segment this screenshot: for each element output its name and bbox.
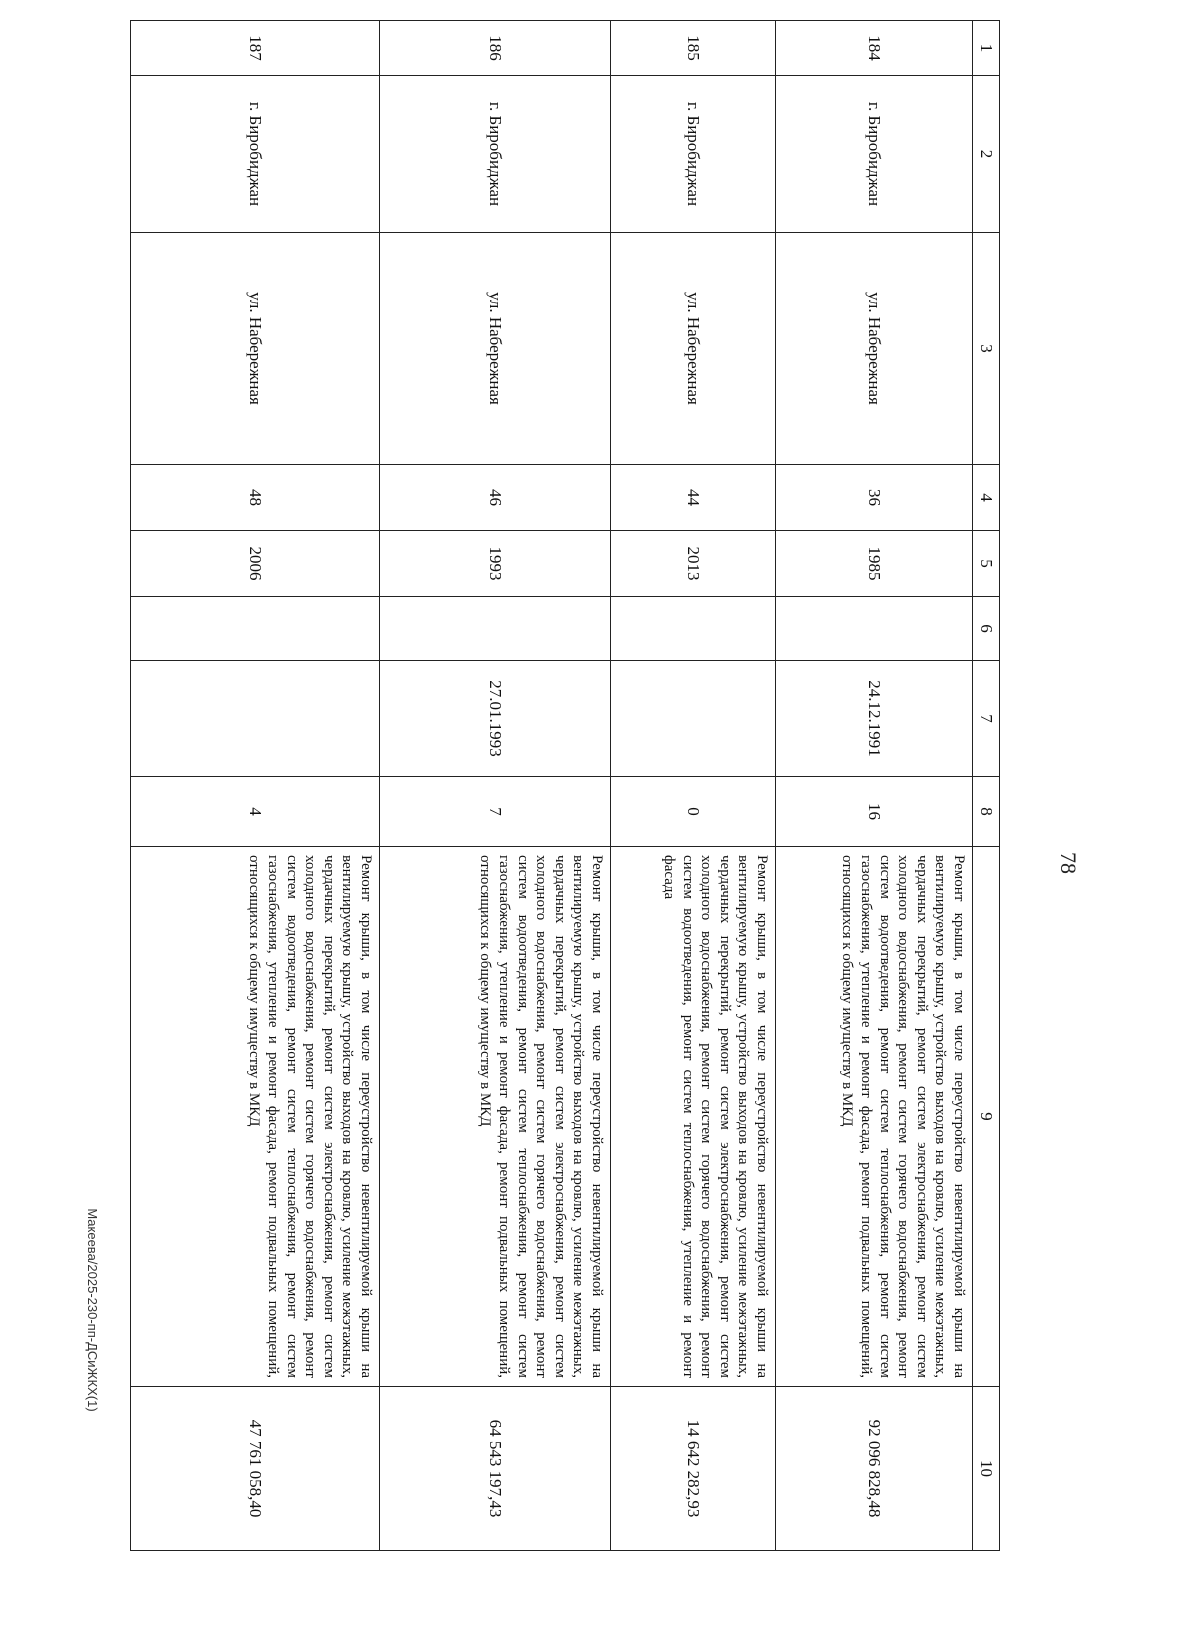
col6-cell	[611, 597, 776, 661]
column-header: 10	[973, 1387, 1000, 1551]
column-header: 2	[973, 76, 1000, 233]
table-row	[131, 21, 380, 1551]
cost-cell: 64 543 197,43	[380, 1387, 611, 1551]
table-row	[380, 21, 611, 1551]
column-header: 9	[973, 847, 1000, 1387]
count-cell: 4	[131, 777, 380, 847]
street-cell: ул. Набережная	[131, 233, 380, 465]
table-row	[611, 21, 776, 1551]
year-cell: 1993	[380, 531, 611, 597]
works-cell: Ремонт крыши, в том числе переустройство невентилируемой крыши на вентилируемую крышу, устройство выходов на кровлю, усиление межэтажных, чердачных перекрытий, ремонт систем электроснабжения, ремонт систем холодного водоснабжения, ремонт систем горячего водоснабжения, ремонт систем водоотведения, ремонт систем теплоснабжения, утепление и ремонт фасада	[611, 847, 776, 1387]
date-cell	[131, 661, 380, 777]
street-cell: ул. Набережная	[611, 233, 776, 465]
rotated-table-container	[130, 20, 1000, 1550]
date-cell: 24.12.1991	[776, 661, 973, 777]
page-number: 78	[1056, 852, 1081, 874]
works-cell: Ремонт крыши, в том числе переустройство невентилируемой крыши на вентилируемую крышу, устройство выходов на кровлю, усиление межэтажных, чердачных перекрытий, ремонт систем электроснабжения, ремонт систем холодного водоснабжения, ремонт систем горячего водоснабжения, ремонт систем водоотведения, ремонт систем теплоснабжения, ремонт систем газоснабжения, утепление и ремонт фасада, ремонт подвальных помещений, относящихся к общему имуществу в МКД	[131, 847, 380, 1387]
city-cell: г. Биробиджан	[380, 76, 611, 233]
col6-cell	[776, 597, 973, 661]
date-cell	[611, 661, 776, 777]
column-header: 1	[973, 21, 1000, 76]
date-cell: 27.01.1993	[380, 661, 611, 777]
works-cell: Ремонт крыши, в том числе переустройство невентилируемой крыши на вентилируемую крышу, устройство выходов на кровлю, усиление межэтажных, чердачных перекрытий, ремонт систем электроснабжения, ремонт систем холодного водоснабжения, ремонт систем горячего водоснабжения, ремонт систем водоотведения, ремонт систем теплоснабжения, ремонт систем газоснабжения, утепление и ремонт фасада, ремонт подвальных помещений, относящихся к общему имуществу в МКД	[380, 847, 611, 1387]
column-header: 4	[973, 465, 1000, 531]
count-cell: 16	[776, 777, 973, 847]
row-number: 184	[776, 21, 973, 76]
cost-cell: 92 096 828,48	[776, 1387, 973, 1551]
col6-cell	[131, 597, 380, 661]
year-cell: 2013	[611, 531, 776, 597]
count-cell: 0	[611, 777, 776, 847]
column-header: 6	[973, 597, 1000, 661]
count-cell: 7	[380, 777, 611, 847]
row-number: 185	[611, 21, 776, 76]
col6-cell	[380, 597, 611, 661]
house-cell: 46	[380, 465, 611, 531]
house-cell: 36	[776, 465, 973, 531]
column-header: 7	[973, 661, 1000, 777]
city-cell: г. Биробиджан	[131, 76, 380, 233]
column-header: 3	[973, 233, 1000, 465]
document-footer: Макеева/2025-230-пп-ДСиЖКХ(1)	[85, 1208, 100, 1412]
table-row	[776, 21, 973, 1551]
row-number: 187	[131, 21, 380, 76]
cost-cell: 14 642 282,93	[611, 1387, 776, 1551]
repair-program-table	[130, 20, 1000, 1551]
house-cell: 44	[611, 465, 776, 531]
house-cell: 48	[131, 465, 380, 531]
column-header: 8	[973, 777, 1000, 847]
street-cell: ул. Набережная	[776, 233, 973, 465]
cost-cell: 47 761 058,40	[131, 1387, 380, 1551]
works-cell: Ремонт крыши, в том числе переустройство невентилируемой крыши на вентилируемую крышу, устройство выходов на кровлю, усиление межэтажных, чердачных перекрытий, ремонт систем электроснабжения, ремонт систем холодного водоснабжения, ремонт систем горячего водоснабжения, ремонт систем водоотведения, ремонт систем теплоснабжения, ремонт систем газоснабжения, утепление и ремонт фасада, ремонт подвальных помещений, относящихся к общему имуществу в МКД	[776, 847, 973, 1387]
city-cell: г. Биробиджан	[611, 76, 776, 233]
column-header: 5	[973, 531, 1000, 597]
column-number-header-row	[973, 21, 1000, 1551]
year-cell: 2006	[131, 531, 380, 597]
row-number: 186	[380, 21, 611, 76]
year-cell: 1985	[776, 531, 973, 597]
city-cell: г. Биробиджан	[776, 76, 973, 233]
street-cell: ул. Набережная	[380, 233, 611, 465]
